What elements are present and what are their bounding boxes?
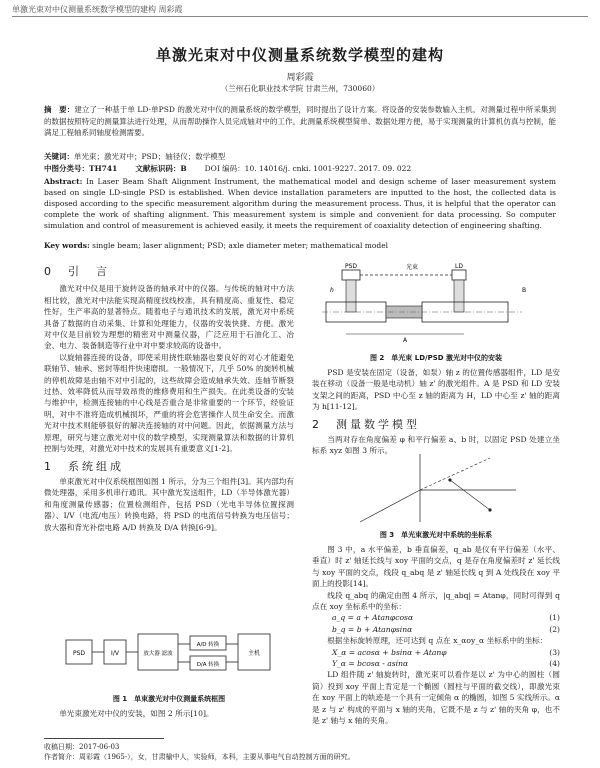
figure-2-installation-drawing xyxy=(322,262,552,348)
english-keywords-label: Key words: xyxy=(44,241,90,250)
right-column-bottom xyxy=(312,544,560,727)
author-bio: 作者简介：周彩霞（1965-），女，甘肃榆中人，实验师，本科，主要从事电气自动控制方面的研究。 xyxy=(44,753,355,761)
header-rule xyxy=(12,16,588,17)
equation-4: Y_α = bcosα - asinα (4) xyxy=(332,659,560,669)
equation-1: a_q = a + Atanφcosα (1) xyxy=(332,613,560,623)
english-abstract-text: In Laser Beam Shaft Alignment Instrument, the mathematical model and design scheme of laser measurement system based on single LD-single PSD is established. When device installation parameters are inputted to the host, the collected data is disposed according to the specific measurement algorithm during the measurement process. Thus, it is helpful that the operator can complete the work of shafting alignment. This measurement system is simple and convenient for data processing. So computer simulation and control of measurement is achieved easily, it meets the requirement of coaxiality detection of engineering shafting. xyxy=(44,177,556,230)
footnote xyxy=(44,742,355,762)
doi-code: DOI 编码：10. 14016/j. cnki. 1001-9227. 2017. 09. 022 xyxy=(204,164,412,173)
figure-3-caption: 图 3 单光束激光对中系统的坐标系 xyxy=(379,531,493,539)
left-column xyxy=(44,266,294,533)
figure-3-coordinate-system xyxy=(340,450,530,528)
fig1-psd-label: PSD xyxy=(72,650,86,657)
paper-title: 单激光束对中仪测量系统数学模型的建构 xyxy=(155,46,444,64)
fig2-h-label: h xyxy=(330,287,334,294)
equation-3: X_α = acosα + bsinα + Atanφ (3) xyxy=(332,647,560,657)
fig1-ad-label: A/D 转换 xyxy=(196,642,220,648)
figure-1-block-diagram xyxy=(64,624,274,682)
footnote-rule xyxy=(44,738,164,739)
running-head: 单激光束对中仪测量系统数学模型的建构 周彩霞 xyxy=(12,5,183,14)
keywords-text: 单光束；激光对中；PSD；轴径仪；数学模型 xyxy=(74,152,226,161)
section-2-paragraph-2: 图 3 中，a 水平偏差，b 垂直偏差，q_ab 是仪有平行偏差（水平、垂直）时 z' 轴延长线与 xoy 平面的交点，q 是存在角度偏差时 z' 延长线与 xoy 平面的交点，线段 q_abq 是 z' 轴延长线 q 到 A 处线段在 xoy 平面上的投影[14]。 xyxy=(312,545,560,589)
affiliation: （兰州石化职业技术学院 甘肃兰州，730060） xyxy=(220,84,380,93)
abstract-text: 建立了一种基于单 LD-单PSD 的激光对中仪的测量系统的数学模型，同时提出了设计方案。将设备的安装参数输入主机，对测量过程中所采集到的数据按照特定的测量算法进行处理，从而帮助操作人员完成轴对中的工作。此测量系统模型简单、数据处理方便，易于实现测量的计算机仿真与控制，能满足工程轴系同轴度检测需要。 xyxy=(44,105,557,137)
english-abstract xyxy=(44,176,556,231)
fig2-beam-label: 光束 xyxy=(405,264,419,271)
author: 周彩霞 xyxy=(286,73,314,83)
fig1-da-label: D/A 转换 xyxy=(196,662,220,668)
equation-2: b_q = b + Atanφsinα (2) xyxy=(332,624,560,634)
figure-1-caption: 图 1 单束激光对中仪测量系统框图 xyxy=(112,695,226,703)
classification-row xyxy=(44,163,556,175)
fig1-iv-label: I/V xyxy=(111,650,119,657)
received-date: 收稿日期：2017-06-03 xyxy=(44,743,120,751)
keywords xyxy=(44,151,556,163)
fig2-psd-label: PSD xyxy=(344,263,358,270)
document-code: 文献标识码：B xyxy=(135,164,187,173)
right-paragraph-1: PSD 是安装在固定（设备，如泵）轴 z 的位置传感器组件，LD 是安装在移动（设备一般是电动机）轴 z' 的激光组件。A 是 PSD 和 LD 安装支架之间的距离，PSD 中心至 z 轴的距离为 H，LD 中心至 z' 轴的距离为 h[11-12]。 xyxy=(312,368,560,412)
section-0-heading: 0 引 言 xyxy=(44,265,110,278)
section-1-paragraph-1: 单束激光对中仪系统框图如图 1 所示，分为三个组件[3]。其内部均有微处理器，采用多机串行通讯。其中激光发送组件，LD（半导体激光器）和角度测量传感器；位置检测组件，包括 PSD（光电半导体位置探测器）、I/V（电流/电压）转换电路，将 PSD 的电流信号转换为电压信号；放大器和背光补偿电路 A/D 转换及 D/A 转换[6-9]。 xyxy=(44,476,294,532)
section-2-paragraph-1: 当两对存在角度偏差 φ 和平行偏差 a、b 时，以固定 PSD 处建立坐标系 xyz 如图 3 所示。 xyxy=(312,435,560,456)
section-0-paragraph-2: 以旋轴器连接的设备，即使采用挠性联轴器也要良好的对心才能避免联轴节、轴承、密封等组件快速磨损。一般情况下，几乎 50% 的旋转机械的停机故障是由轴不对中引起的，这些故障会造成轴承失效、连轴节断裂过热、效率降低从而导致昂贵的维修费用和生产损失。在此类设备的安装与维护中，检测连接轴的中心线是否重合是非常重要的一个环节，经验证明，对中不准将造成机械损坏，严重的将会危害操作人员生命安全。而激光对中技术则能够很好的解决连接轴的对中问题。因此，依据测量方法与原理，研究与建立激光对中仪的数学模型，实现测量算法和数据的计算机控制与处理，对激光对中技术的发展具有重要意义[1-2]。 xyxy=(44,352,294,454)
english-keywords xyxy=(44,240,556,252)
section-2-paragraph-3: 线段 q_abq 的确定由图 4 所示，|q_abq| = Atanφ，同时可得到 q 点在 xoy 坐标系中的坐标： xyxy=(312,590,560,612)
fig2-distance-a-label: A xyxy=(402,337,408,344)
point-q xyxy=(488,508,491,511)
section-2-paragraph-4: 根据坐标旋转原理，还可达到 q 点在 x_αoy_α 坐标系中的坐标： xyxy=(327,636,548,646)
section-1-heading: 1 系统组成 xyxy=(44,459,124,473)
fig1-amplifier-label: 放大器 滤波 xyxy=(143,651,173,657)
section-0-paragraph-1: 激光对中仪是用于旋转设备的轴承对中的仪器。与传统的轴对中方法相比较，激光对中法能实现高精度找线校准，具有精度高、重复性、稳定性好，生产率高的显著特点。随着电子与通讯技术的发展，激光对中系统具备了数据的自动采集、计算和处理能力，仪器的安装快捷、方便。激光对中仪是目前较为理想的精密对中测量仪器，广泛应用于石油化工、冶金、电力、装备制造等行业中对中要求较高的设备中。 xyxy=(44,284,294,351)
abstract-label: 摘 要： xyxy=(44,105,75,114)
right-column-top xyxy=(312,367,560,457)
figure-2-caption: 图 2 单光束 LD/PSD 激光对中仪的安装 xyxy=(370,354,502,362)
clc-number: 中图分类号：TH741 xyxy=(44,164,118,173)
point-qab xyxy=(448,478,451,481)
section-2-heading: 2 测量数学模型 xyxy=(312,417,420,431)
fig2-b-label: B xyxy=(522,287,527,294)
fig1-host-label: 主机 xyxy=(247,650,261,657)
keywords-label: 关键词： xyxy=(44,152,74,161)
fig2-ld-label: LD xyxy=(455,263,463,270)
section-2-paragraph-5: LD 组件随 z' 轴旋转时，激光束可以看作是以 z' 为中心的圆柱（圆筒）投到 xoy 平面上肯定是一个椭圆（圆柱与平面的截交线），即激光束在 xoy 平面上的轨迹是一个具有一定倾角 α 的椭圆，如图 5 实线所示。α 是 z 与 z' 构成的平面与 x 轴的夹角，它既不是 z 与 z' 轴的夹角 φ，也不是 z' 轴与 x 轴的夹角。 xyxy=(312,670,560,726)
english-keywords-text: single beam; laser alignment; PSD; axle diameter meter; mathematical model xyxy=(92,241,389,250)
english-abstract-label: Abstract: xyxy=(44,177,83,186)
abstract xyxy=(44,104,556,139)
section-1-paragraph-2: 单光束激光对中仪的安装，如图 2 所示[10]。 xyxy=(59,709,214,718)
